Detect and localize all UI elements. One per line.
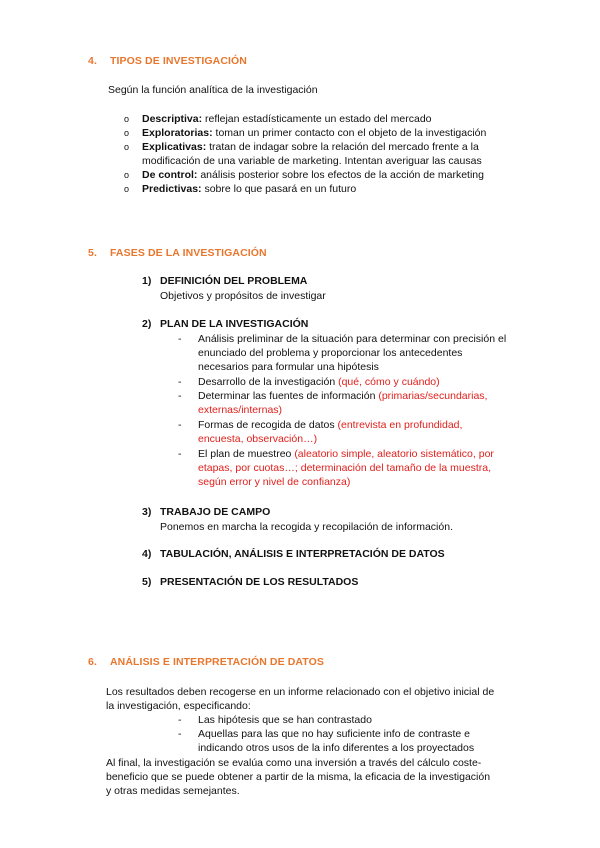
phase-label: 4)	[142, 548, 152, 560]
dash-item-continuation: enunciado del problema y proporcionar los antecedentes	[198, 347, 463, 359]
dash-item	[178, 727, 471, 741]
list-item	[124, 126, 487, 140]
paragraph-line: Al final, la investigación se evalúa como una inversión a través del cálculo coste-	[106, 757, 482, 769]
paragraph-line: beneficio que se puede obtener a partir de la misma, la eficacia de la investigación	[106, 771, 491, 783]
dash-item-red-text: (qué, cómo y cuándo)	[338, 376, 440, 388]
bullet-glyph: o	[124, 114, 130, 124]
item-text: reflejan estadísticamente un estado del mercado	[202, 113, 432, 125]
phase-5-heading	[142, 576, 359, 588]
list-item	[124, 168, 484, 182]
dash-item-red-continuation: externas/internas)	[198, 404, 283, 416]
phase-3-heading	[142, 506, 271, 518]
list-item	[124, 182, 357, 196]
bullet-glyph: o	[124, 142, 130, 152]
dash-item-text: Desarrollo de la investigación	[198, 376, 339, 388]
phase-1-heading	[142, 275, 308, 287]
dash-item	[178, 389, 488, 403]
phase-title: TRABAJO DE CAMPO	[160, 506, 271, 518]
dash-item-continuation: necesarios para formular una hipótesis	[198, 361, 379, 373]
dash-item-text: Determinar las fuentes de información	[198, 390, 379, 402]
dash-item-red-continuation: encuesta, observación…)	[198, 433, 318, 445]
item-text: análisis posterior sobre los efectos de la acción de marketing	[197, 169, 484, 181]
paragraph-line: la investigación, especificando:	[106, 700, 251, 712]
dash-item	[178, 375, 440, 389]
dash-item	[178, 332, 507, 346]
item-term: De control:	[142, 169, 198, 181]
dash-item-red-text: (primarias/secundarias,	[378, 390, 488, 402]
phase-label: 5)	[142, 576, 152, 588]
item-text: sobre lo que pasará en un futuro	[201, 183, 357, 195]
list-item	[124, 112, 432, 126]
item-text: toman un primer contacto con el objeto de la investigación	[212, 127, 487, 139]
paragraph-line: Los resultados deben recogerse en un informe relacionado con el objetivo inicial de	[106, 686, 495, 698]
dash-item-text: El plan de muestreo	[198, 448, 295, 460]
section-4-title: TIPOS DE INVESTIGACIÓN	[110, 55, 247, 67]
dash-glyph: -	[178, 333, 182, 345]
phase-title: PRESENTACIÓN DE LOS RESULTADOS	[160, 576, 359, 588]
dash-glyph: -	[178, 728, 182, 740]
list-item-continuation: modificación de una variable de marketing. Intentan averiguar las causas	[142, 155, 482, 167]
list-item	[124, 140, 479, 154]
section-4-number: 4.	[88, 55, 97, 67]
section-4-intro: Según la función analítica de la investigación	[108, 84, 318, 96]
dash-glyph: -	[178, 419, 182, 431]
phase-3-description: Ponemos en marcha la recogida y recopilación de información.	[160, 521, 453, 533]
section-4-heading	[88, 55, 247, 67]
dash-item-red-text: (entrevista en profundidad,	[337, 419, 463, 431]
phase-2-heading	[142, 318, 309, 330]
dash-item-red-continuation: según error y nivel de confianza)	[198, 476, 351, 488]
phase-title: DEFINICIÓN DEL PROBLEMA	[160, 275, 308, 287]
phase-label: 1)	[142, 275, 152, 287]
bullet-glyph: o	[124, 184, 130, 194]
section-5-title: FASES DE LA INVESTIGACIÓN	[110, 247, 267, 259]
item-term: Exploratorias:	[142, 127, 213, 139]
dash-item-text: Análisis preliminar de la situación para determinar con precisión el	[198, 333, 507, 345]
dash-glyph: -	[178, 390, 182, 402]
item-term: Predictivas:	[142, 183, 202, 195]
dash-item	[178, 418, 463, 432]
dash-glyph: -	[178, 714, 182, 726]
phase-label: 2)	[142, 318, 152, 330]
dash-item-text: Formas de recogida de datos	[198, 419, 338, 431]
item-term: Explicativas:	[142, 141, 207, 153]
bullet-glyph: o	[124, 128, 130, 138]
section-5-heading	[88, 247, 267, 259]
bullet-glyph: o	[124, 170, 130, 180]
dash-item	[178, 447, 494, 461]
phase-label: 3)	[142, 506, 152, 518]
dash-item-text: Las hipótesis que se han contrastado	[198, 714, 372, 726]
dash-item	[178, 713, 372, 727]
phase-title: PLAN DE LA INVESTIGACIÓN	[160, 318, 309, 330]
dash-glyph: -	[178, 448, 182, 460]
section-6-heading	[88, 656, 324, 668]
dash-item-text: Aquellas para las que no hay suficiente info de contraste e	[198, 728, 471, 740]
item-term: Descriptiva:	[142, 113, 203, 125]
section-5-number: 5.	[88, 247, 97, 259]
phase-1-description: Objetivos y propósitos de investigar	[160, 290, 326, 302]
section-6-title: ANÁLISIS E INTERPRETACIÓN DE DATOS	[110, 656, 324, 668]
section-6-number: 6.	[88, 656, 97, 668]
dash-item-red-text: (aleatorio simple, aleatorio sistemático, por	[294, 448, 494, 460]
item-text: tratan de indagar sobre la relación del mercado frente a la	[206, 141, 479, 153]
phase-4-heading	[142, 548, 445, 560]
dash-item-continuation: indicando otros usos de la info diferentes a los proyectados	[198, 742, 475, 754]
dash-glyph: -	[178, 376, 182, 388]
dash-item-red-continuation: etapas, por cuotas…; determinación del tamaño de la muestra,	[198, 462, 491, 474]
phase-title: TABULACIÓN, ANÁLISIS E INTERPRETACIÓN DE DATOS	[160, 548, 445, 560]
paragraph-line: y otras medidas semejantes.	[106, 785, 240, 797]
